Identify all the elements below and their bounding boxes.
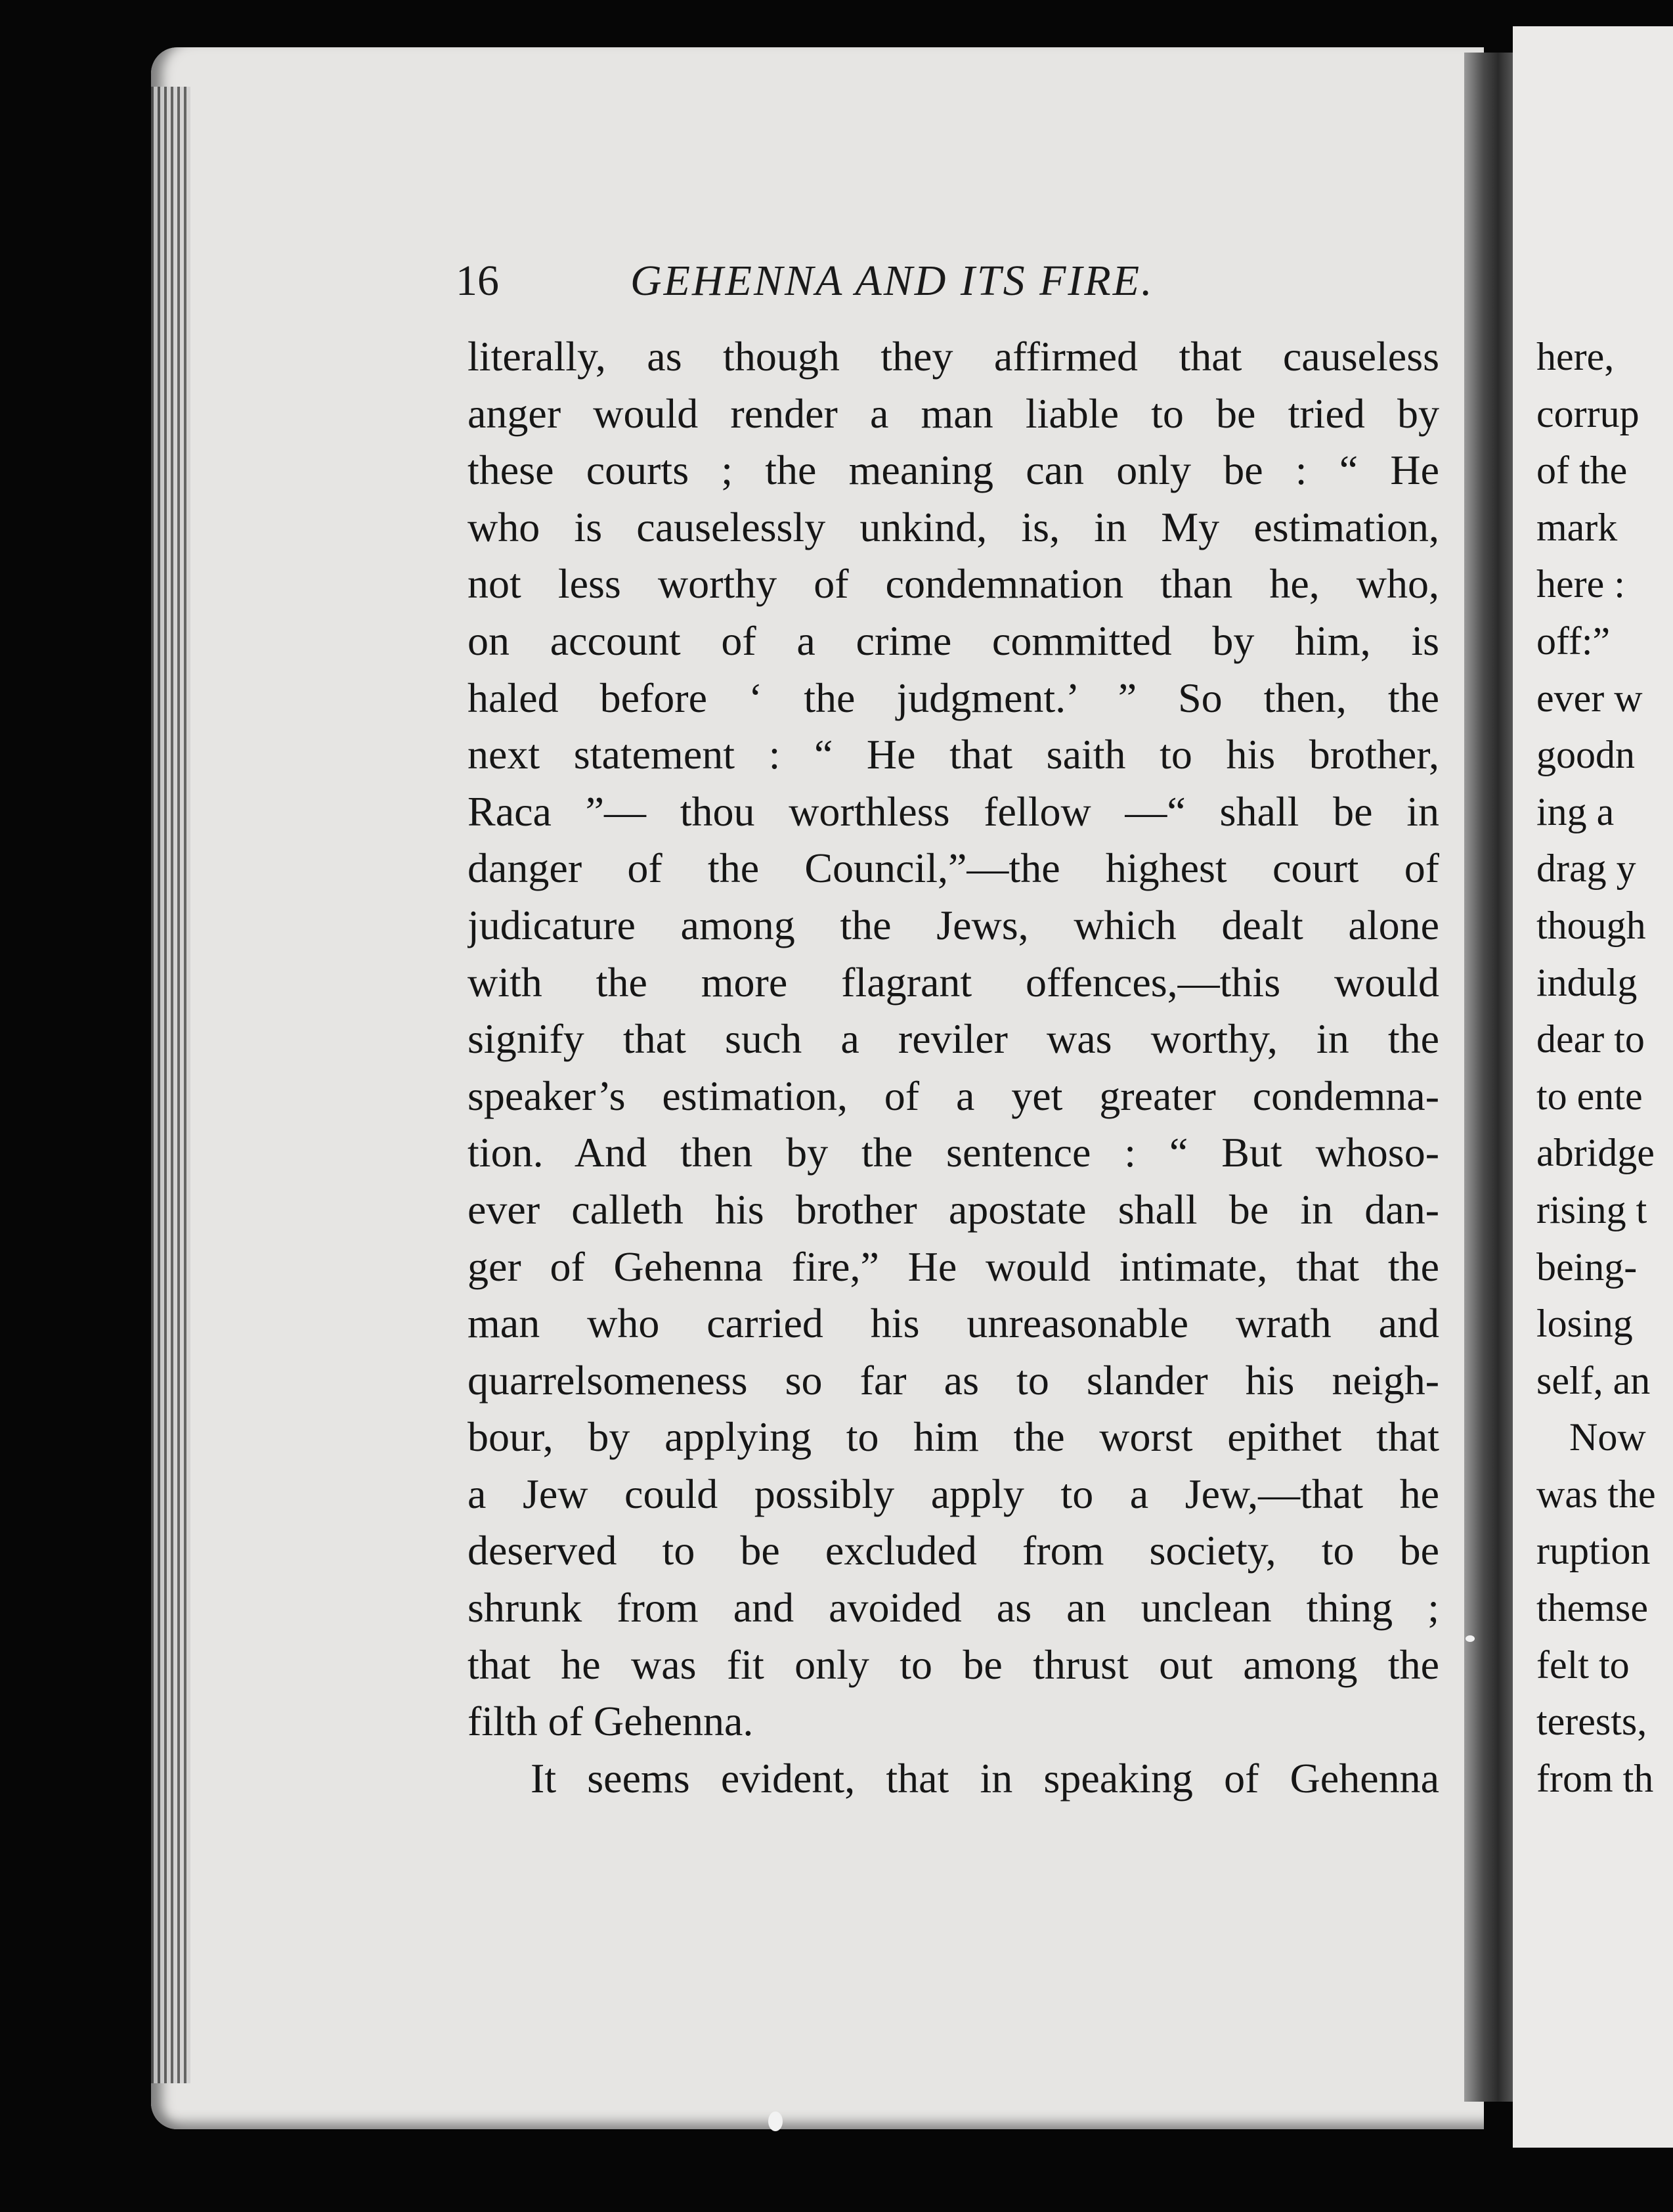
text-line: deserved to be excluded from society, to be [467,1527,1439,1574]
text-line: felt to [1536,1643,1630,1687]
text-line: losing [1536,1302,1633,1346]
text-line: though [1536,903,1646,947]
text-line: literally, as though they affirmed that causeless [467,333,1439,380]
body-text [467,328,1439,1807]
book-gutter [1464,53,1513,2102]
text-line: dear to [1536,1017,1645,1061]
text-line: these courts ; the meaning can only be : “ He [467,447,1439,494]
text-line: Now [1569,1415,1646,1459]
text-line: ruption [1536,1529,1651,1573]
text-line: being- [1536,1245,1638,1289]
text-line: indulg [1536,960,1638,1004]
text-line: signify that such a reviler was worthy, in the [467,1015,1439,1063]
page-edge-shadow [151,87,190,2083]
text-line: a Jew could possibly apply to a Jew,—that he [467,1470,1439,1517]
text-line: mark [1536,505,1618,549]
text-line: from th [1536,1756,1654,1800]
text-line: shrunk from and avoided as an unclean thing ; [467,1584,1439,1631]
text-line: not less worthy of condemnation than he, who, [467,560,1439,608]
text-line: Raca ”— thou worthless fellow —“ shall be in [467,787,1439,835]
text-line: here, [1536,335,1615,378]
text-line: ger of Gehenna fire,” He would intimate, that the [467,1243,1439,1290]
text-line: ever w [1536,676,1643,720]
text-line: here : [1536,562,1625,606]
text-line: haled before ‘ the judgment.’ ” So then, the [467,674,1439,721]
text-line: of the [1536,449,1628,493]
dust-speck [768,2112,783,2131]
text-line: that he was fit only to be thrust out among the [467,1641,1439,1688]
text-line: anger would render a man liable to be tried by [467,389,1439,437]
text-line: off:” [1536,619,1611,663]
text-line: with the more flagrant offences,—this would [467,958,1439,1006]
text-line: was the [1536,1472,1656,1516]
text-line: ing a [1536,789,1615,833]
text-line: goodn [1536,733,1635,777]
text-line: on account of a crime committed by him, is [467,617,1439,664]
text-line: filth of Gehenna. [467,1698,754,1745]
text-line: It seems evident, that in speaking of Gehenna [531,1754,1439,1802]
text-line: quarrelsomeness so far as to slander his neigh- [467,1356,1439,1404]
text-line: ever calleth his brother apostate shall be in dan- [467,1185,1439,1233]
text-line: themse [1536,1586,1648,1630]
text-line: danger of the Council,”—the highest court of [467,845,1439,892]
text-line: judicature among the Jews, which dealt alone [467,901,1439,948]
text-line: who is causelessly unkind, is, in My estimation, [467,503,1439,550]
page-number: 16 [456,257,499,305]
text-line: abridge [1536,1131,1655,1175]
text-line: tion. And then by the sentence : “ But whoso- [467,1129,1439,1176]
text-line: next statement : “ He that saith to his brother, [467,731,1439,778]
text-line: rising t [1536,1187,1647,1231]
text-line: bour, by applying to him the worst epithet that [467,1413,1439,1461]
text-line: corrup [1536,391,1640,435]
text-line: speaker’s estimation, of a yet greater condemna- [467,1072,1439,1119]
text-line: drag y [1536,847,1636,891]
text-line: man who carried his unreasonable wrath and [467,1300,1439,1347]
text-line: self, an [1536,1358,1651,1402]
text-line: to ente [1536,1074,1643,1118]
text-line: terests, [1536,1700,1647,1744]
dust-speck [1466,1635,1475,1642]
running-title: GEHENNA AND ITS FIRE. [630,257,1154,305]
